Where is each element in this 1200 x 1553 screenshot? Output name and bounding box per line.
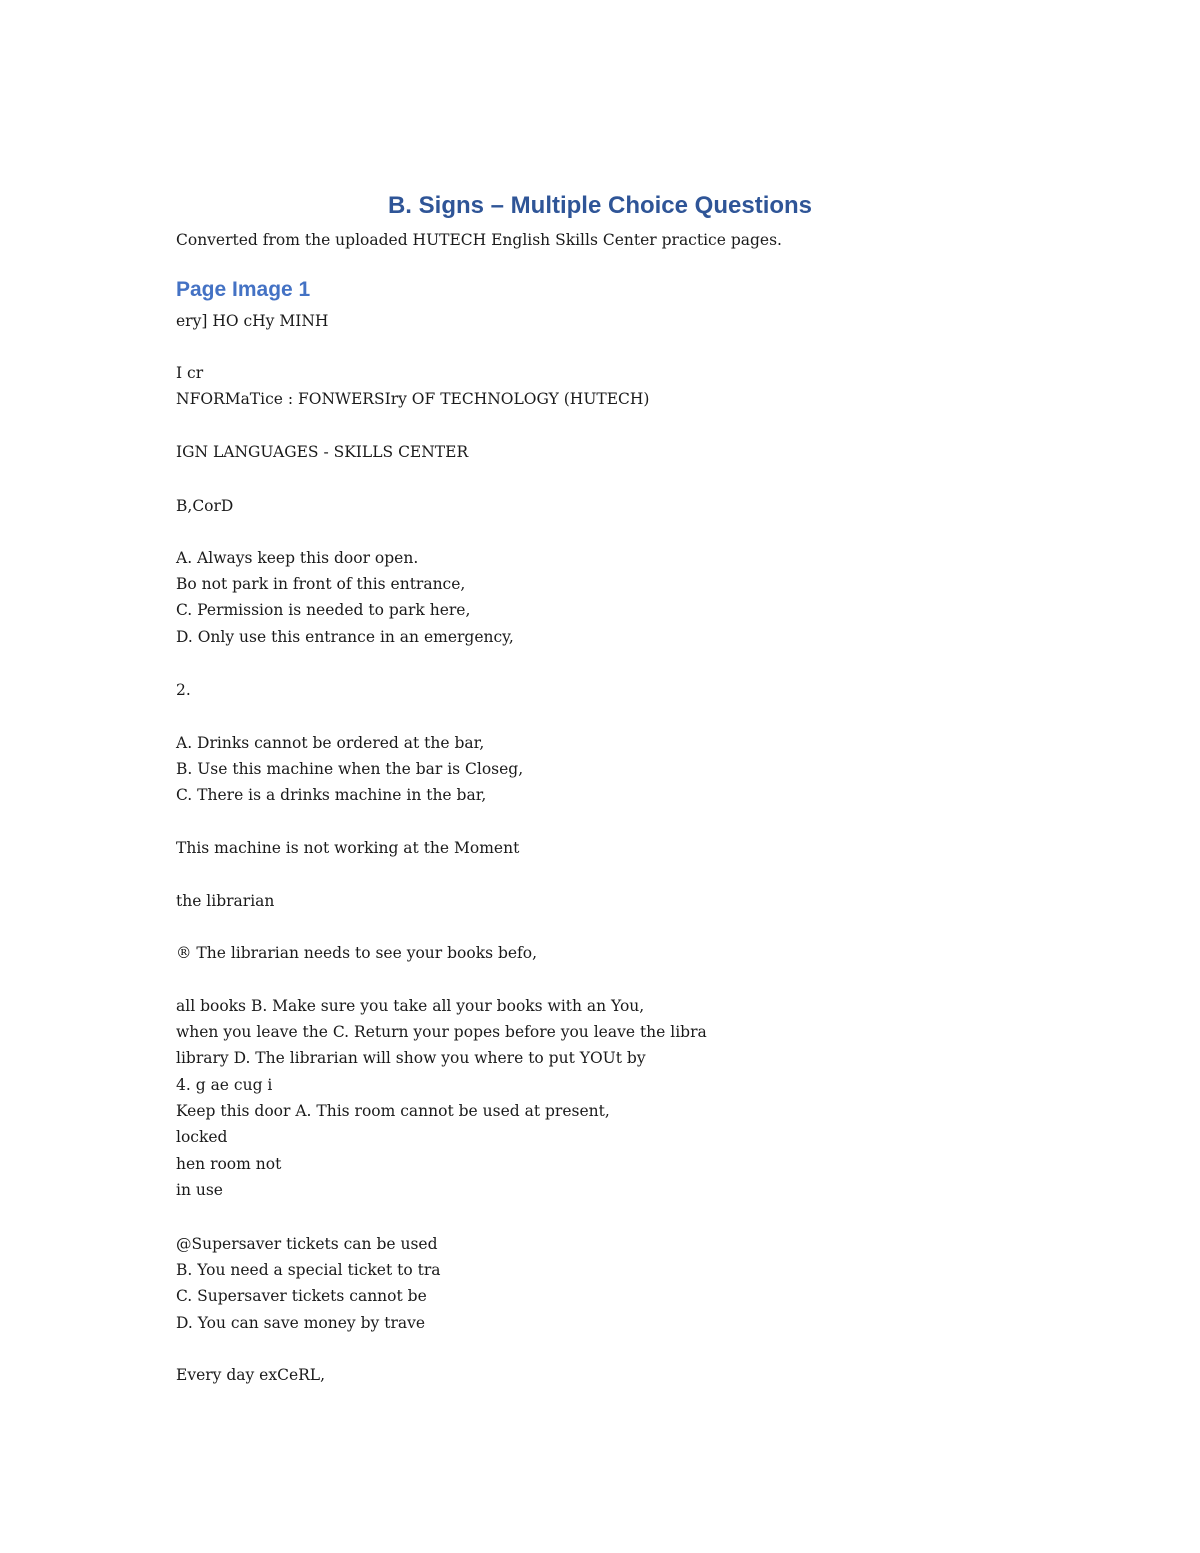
body-line: all books B. Make sure you take all your books with an You,: [176, 997, 645, 1015]
document-title: B. Signs – Multiple Choice Questions: [387, 192, 813, 219]
body-line: 2.: [176, 681, 191, 699]
body-line: Bo not park in front of this entrance,: [176, 575, 466, 593]
section-heading: Page Image 1: [176, 278, 311, 301]
body-line: C. Permission is needed to park here,: [176, 601, 471, 619]
body-line: C. There is a drinks machine in the bar,: [176, 786, 487, 804]
body-line: B. You need a special ticket to tra: [176, 1261, 441, 1279]
body-line: Keep this door A. This room cannot be used at present,: [176, 1102, 610, 1120]
body-line: ® The librarian needs to see your books befo,: [176, 944, 538, 962]
body-line: library D. The librarian will show you where to put YOUt by: [176, 1049, 646, 1067]
body-line: hen room not: [176, 1155, 282, 1173]
body-line: ery] HO cHy MINH: [176, 312, 329, 330]
body-line: the librarian: [176, 892, 275, 910]
body-line: B. Use this machine when the bar is Closeg,: [176, 760, 524, 778]
body-line: in use: [176, 1181, 223, 1199]
body-line: D. You can save money by trave: [176, 1314, 426, 1332]
body-line: This machine is not working at the Moment: [176, 839, 520, 857]
body-line: when you leave the C. Return your popes before you leave the libra: [176, 1023, 707, 1041]
body-line: 4. g ae cug i: [176, 1076, 273, 1094]
body-line: D. Only use this entrance in an emergency,: [176, 628, 514, 646]
body-line: I cr: [176, 364, 204, 382]
body-line: @Supersaver tickets can be used: [176, 1235, 438, 1253]
body-line: Every day exCeRL,: [176, 1366, 326, 1384]
body-line: NFORMaTice : FONWERSIry OF TECHNOLOGY (HUTECH): [176, 390, 650, 408]
body-line: B,CorD: [176, 497, 234, 515]
document-subtitle: Converted from the uploaded HUTECH English Skills Center practice pages.: [176, 231, 782, 249]
body-line: C. Supersaver tickets cannot be: [176, 1287, 427, 1305]
body-line: IGN LANGUAGES - SKILLS CENTER: [176, 443, 469, 461]
body-line: A. Always keep this door open.: [176, 549, 419, 567]
body-line: A. Drinks cannot be ordered at the bar,: [176, 734, 485, 752]
body-line: locked: [176, 1128, 228, 1146]
